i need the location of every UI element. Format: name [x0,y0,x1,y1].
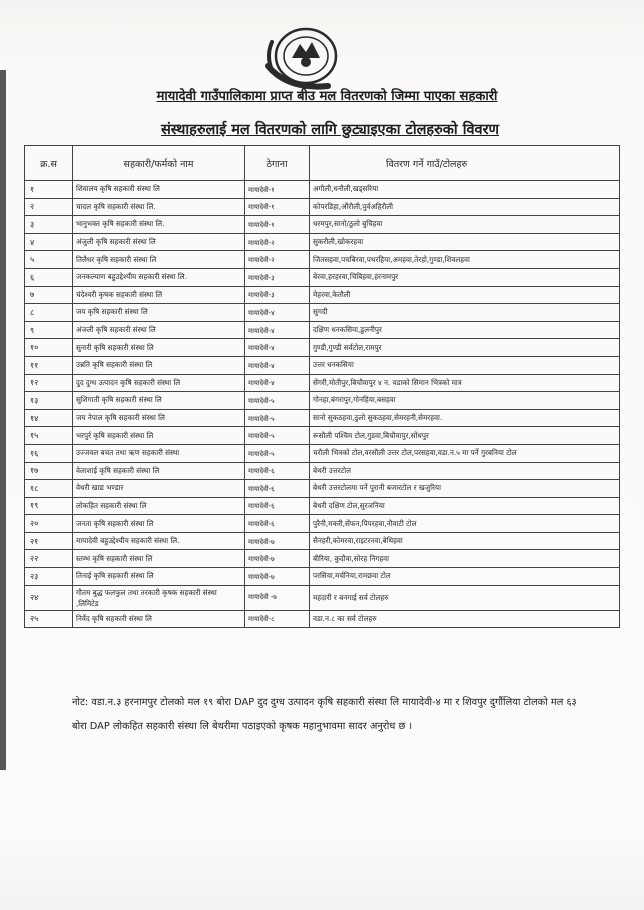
cell-serial: १६ [25,444,73,462]
table-row [25,286,620,304]
cell-tols: बीरिया, कुदौवा,सोरह निगहवा [310,550,620,568]
table-row [25,515,620,533]
cell-address: मायादेवी-५ [245,392,310,410]
cell-name: लोकहित सहकारी संस्था लि [73,497,245,515]
cell-tols: परसिया,मर्चनिया,रामछवा टोल [310,568,620,586]
cell-name: तिलैधर कृषि सहकारी संस्था लि [73,251,245,269]
table-row [25,568,620,586]
cell-tols: रूसौली पश्चिम टोल,गुडवा,बिचौवापुर,सोंधपुर [310,427,620,445]
cell-serial: ८ [25,304,73,322]
cell-serial: १७ [25,462,73,480]
cell-serial: ४ [25,233,73,251]
cell-serial: १३ [25,392,73,410]
cell-address: मायादेवी-३ [245,286,310,304]
cell-name: अंजुली कृषि सहकारी संस्था लि [73,233,245,251]
cell-address: मायादेवी-४ [245,339,310,357]
cell-serial: ९ [25,321,73,339]
cell-name: सुशिगाती कृषि सहकारी संस्था लि [73,392,245,410]
cell-name: मायादेवी बहुउद्देश्यीय सहकारी संस्था लि. [73,532,245,550]
cell-tols: गोनहा,बंगरापुर,गोनहिया,बसहवा [310,392,620,410]
cell-address: मायादेवी-६ [245,480,310,498]
cell-serial: १४ [25,409,73,427]
table-row [25,532,620,550]
cell-address: मायादेवी-४ [245,304,310,322]
cell-serial: १८ [25,480,73,498]
cell-address: मायादेवी -७ [245,585,310,610]
table-row [25,392,620,410]
table-row [25,304,620,322]
cell-tols: बेथरी दक्षिण टोल,सुरजनिया [310,497,620,515]
footnote: नोट: वडा.न.३ हरनामपुर टोलको मल १९ बोरा DAP दुद दुग्ध उत्पादन कृषि सहकारी संस्था लि मायादेवी-४ मा र शिवपुर दुर्गौलिया टोलको मल ६३ बोरा DAP लोकहित सहकारी संस्था लि बेथरीमा पठाइएको कृषक महानुभावमा सादर अनुरोध छ । [72,697,577,732]
cell-name: जनकल्याण बहुउद्देश्यीय सहकारी संस्था लि. [73,268,245,286]
cell-tols: धरमपुर,सानो/ठुलो बुचिहवा [310,216,620,234]
cell-tols: वडा.न.८ का सर्व टोलहरु [310,610,620,628]
cell-serial: १२ [25,374,73,392]
table-row [25,480,620,498]
cell-name: सुनारी कृषि सहकारी संस्था लि [73,339,245,357]
cell-tols: महदारी र बनगाई सर्व टोलहरु [310,585,620,610]
cell-tols: पुरैनी,मकरी,सेंफन,पिपरहवा,नौवाटी टोल [310,515,620,533]
cell-serial: ११ [25,356,73,374]
cell-address: मायादेवी-४ [245,356,310,374]
cell-tols: गुण्डी,गुण्डी सर्वटोल,रामपुर [310,339,620,357]
cell-serial: २४ [25,585,73,610]
cell-address: मायादेवी-६ [245,515,310,533]
cell-serial: १५ [25,427,73,445]
cell-serial: २१ [25,532,73,550]
cell-tols: जितसहवा,पचबिरवा,पथरहिया,अमहवा,तेरहो,गुण्डा,शिवलहवा [310,251,620,269]
table-row [25,268,620,286]
cell-serial: २२ [25,550,73,568]
cell-tols: चरौली भित्रको टोल,वरसौली उत्तर टोल,परसहवा,वडा.न.५ मा पर्ने गुरबनिया टोल [310,444,620,462]
cell-name: गौतम बुद्ध फलफुल तथा तरकारी कृषक सहकारी संस्था ,लिमिटेड [73,585,245,610]
cell-serial: १९ [25,497,73,515]
cell-name: भानुभक्त कृषि सहकारी संस्था लि. [73,216,245,234]
cell-name: जय कृषि सहकारी संस्था लि [73,304,245,322]
table-row [25,356,620,374]
cell-tols: अगौली,धनौली,खड्सरिया [310,181,620,199]
cell-address: मायादेवी-७ [245,532,310,550]
cell-name: स्तम्भ कृषि सहकारी संस्था लि [73,550,245,568]
cell-address: मायादेवी-३ [245,268,310,286]
cell-name: चादल कृषि सहकारी संस्था लि. [73,198,245,216]
document-title-line-1: मायादेवी गाउँपालिकामा प्राप्त बीउ मल वितरणको जिम्मा पाएका सहकारी [156,89,498,104]
table-row [25,321,620,339]
table-row [25,550,620,568]
cell-name: वेलाशाई कृषि सहकारी संस्था लि [73,462,245,480]
table-row [25,409,620,427]
table-row [25,585,620,610]
cell-tols: उत्तर धनकसिया [310,356,620,374]
cell-address: मायादेवी-२ [245,251,310,269]
cell-name: उज्जवल बचत तथा ऋण सहकारी संस्था [73,444,245,462]
header-address: ठेगाना [245,146,310,181]
cell-name: शिवालय कृषि सहकारी संस्था लि [73,181,245,199]
cell-serial: १० [25,339,73,357]
cell-tols: सानो सुकठहवा,ठुलो सुकठहवा,सेमरहनी,सेमरहवा. [310,409,620,427]
cell-tols: बेथरी उत्तरटोलमा पर्ने पुरानी बजारटोल र खजुरिया [310,480,620,498]
cell-name: तिनाई कृषि सहकारी संस्था लि [73,568,245,586]
cell-tols: सेंगरी,मोतीपुर,बिचौवापुर ४ न. वडाको सिमान भित्रको मात्र [310,374,620,392]
cell-address: मायादेवी-७ [245,550,310,568]
table-row [25,181,620,199]
cell-address: मायादेवी-५ [245,409,310,427]
table-row [25,462,620,480]
cell-address: मायादेवी-५ [245,427,310,445]
distribution-table [24,145,620,628]
cell-tols: मेहरवा,केतौली [310,286,620,304]
cell-address: मायादेवी-६ [245,497,310,515]
cell-tols: दक्षिण धनकसिया,डुलनीपुर [310,321,620,339]
table-row [25,198,620,216]
table-row [25,374,620,392]
cell-name: अंजली कृषि सहकारी संस्था लि [73,321,245,339]
cell-serial: ३ [25,216,73,234]
table-row [25,610,620,628]
cell-name: जनता कृषि सहकारी संस्था लि [73,515,245,533]
cell-name: निर्वेद कृषि सहकारी संस्था लि [73,610,245,628]
cell-name: उन्नति कृषि सहकारी संस्था लि [73,356,245,374]
cell-tols: बेरवा,हरहरवा,चिबिहवा,हरनामपुर [310,268,620,286]
cell-serial: २ [25,198,73,216]
cell-tols: सैनहरी,कोमरवा,राइटरनवा,बेथिहवा [310,532,620,550]
cell-serial: ७ [25,286,73,304]
cell-name: दुद दुग्ध उत्पादन कृषि सहकारी संस्था लि [73,374,245,392]
table-row [25,427,620,445]
cell-name: भरपुर्र कृषि सहकारी संस्था लि [73,427,245,445]
cell-tols: सुकरौली,खोकरहवा [310,233,620,251]
cell-name: जय नेपाल कृषि सहकारी संस्था लि [73,409,245,427]
cell-address: मायादेवी-१ [245,198,310,216]
cell-serial: ५ [25,251,73,269]
cell-serial: १ [25,181,73,199]
header-serial: क्र.स [25,146,73,181]
cell-serial: ६ [25,268,73,286]
cell-tols: बेथरी उत्तरटोल [310,462,620,480]
cell-address: मायादेवी-५ [245,444,310,462]
cell-address: मायादेवी-६ [245,462,310,480]
cell-tols: सुगदी [310,304,620,322]
cell-address: मायादेवी-८ [245,610,310,628]
cell-serial: २३ [25,568,73,586]
table-row [25,497,620,515]
cell-address: मायादेवी-७ [245,568,310,586]
cell-tols: कोपरडिहा,औंरौली,पुर्वअहिरौली [310,198,620,216]
cell-address: मायादेवी-४ [245,374,310,392]
page-shadow-edge [0,70,6,770]
table-row [25,216,620,234]
table-row [25,444,620,462]
table-row [25,251,620,269]
header-name: सहकारी/फर्मको नाम [73,146,245,181]
cell-serial: २५ [25,610,73,628]
cell-serial: २० [25,515,73,533]
header-distribution: वितरण गर्ने गाउँ/टोलहरु [310,146,620,181]
cell-name: चंदेश्वरी कृषक सहकारी संस्था लि [73,286,245,304]
document-title-line-2: संस्थाहरुलाई मल वितरणको लागि छुट्याइएका टोलहरुको विवरण [160,122,500,138]
table-row [25,233,620,251]
cell-address: मायादेवी-४ [245,321,310,339]
cell-name: वेथरी खाद्य भण्डार [73,480,245,498]
table-header-row [25,146,620,181]
cell-address: मायादेवी-१ [245,181,310,199]
table-row [25,339,620,357]
cell-address: मायादेवी-१ [245,216,310,234]
cell-address: मायादेवी-२ [245,233,310,251]
